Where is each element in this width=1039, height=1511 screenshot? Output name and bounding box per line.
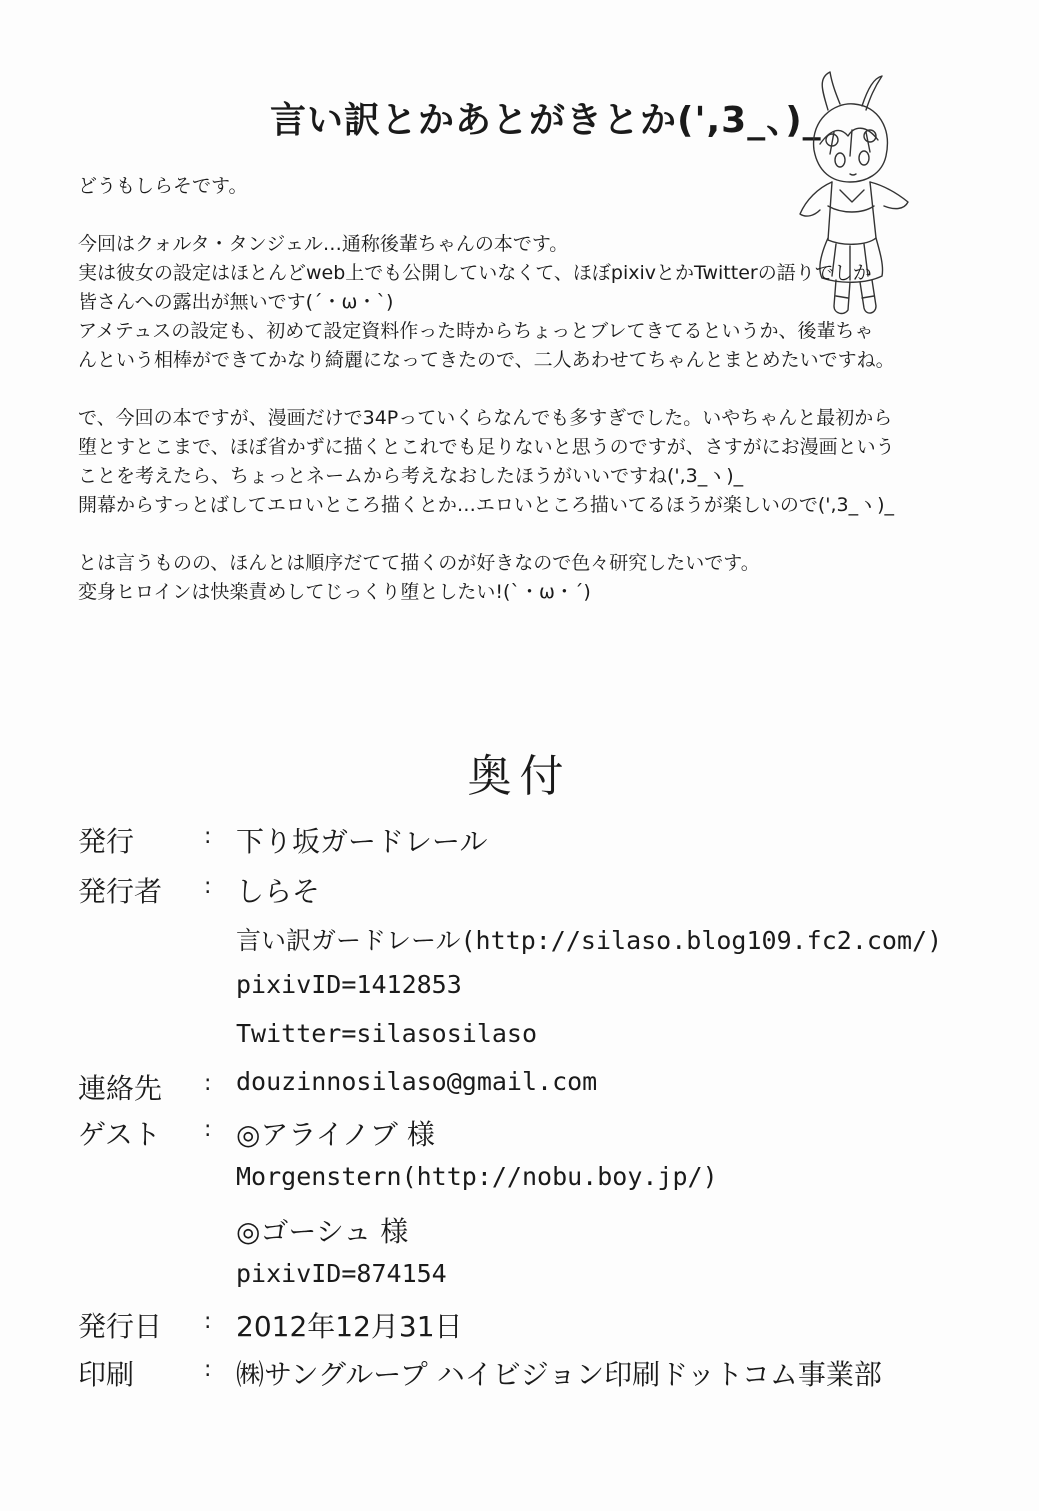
colophon-title: 奥付 [467,751,572,802]
colophon-colon: : [204,1117,212,1142]
afterword-paragraph [78,404,978,520]
colophon-value: ㈱サングループ ハイビジョン印刷ドットコム事業部 [236,1358,882,1391]
colophon-colon: : [204,1357,212,1382]
colophon-value: Morgenstern(http://nobu.boy.jp/) [236,1162,718,1191]
afterword-line: 今回はクォルタ・タンジェル…通称後輩ちゃんの本です。 [78,233,569,255]
colophon-value: Twitter=silasosilaso [236,1019,538,1048]
afterword-paragraph [78,549,978,607]
afterword-paragraph [78,172,978,201]
afterword-line: ことを考えたら、ちょっとネームから考えなおしたほうがいいですね(',3_ヽ)_ [78,465,744,487]
afterword-line: 堕とすとこまで、ほぼ省かずに描くとこれでも足りないと思うのですが、さすがにお漫画という [78,436,895,458]
colophon-value: pixivID=1412853 [236,970,462,999]
afterword-line: どうもしらそです。 [78,175,248,197]
afterword-line: 変身ヒロインは快楽責めしてじっくり堕としたい!(`・ω・´) [78,581,591,603]
colophon-label: 発行者 [78,875,163,908]
colophon-value: ◎ゴーシュ 様 [236,1215,409,1248]
colophon-value: しらそ [236,875,321,908]
afterword-line: で、今回の本ですが、漫画だけで34Pっていくらなんでも多すぎでした。いやちゃんと最初から [78,407,893,429]
colophon-value: 下り坂ガードレール [236,825,488,858]
colophon-label: 印刷 [78,1358,135,1391]
afterword-line: とは言うものの、ほんとは順序だてて描くのが好きなので色々研究したいです。 [78,552,760,574]
colophon-label: 発行日 [78,1310,163,1343]
colophon-label: 発行 [78,825,135,858]
colophon-value: 言い訳ガードレール(http://silaso.blog109.fc2.com/) [236,926,943,955]
afterword-title: 言い訳とかあとがきとか(',3_、)_ [270,100,822,141]
colophon-value: pixivID=874154 [236,1259,447,1288]
afterword-line: アメテュスの設定も、初めて設定資料作った時からちょっとブレてきてるというか、後輩ちゃ [78,320,874,342]
colophon-value: 2012年12月31日 [236,1310,463,1343]
colophon-colon: : [204,1071,212,1096]
afterword-line: 皆さんへの露出が無いです(´・ω・`) [78,291,394,313]
afterword-paragraph [78,230,978,375]
afterword-line: 実は彼女の設定はほとんどweb上でも公開していなくて、ほぼpixivとかTwitterの語りでしか [78,262,872,284]
colophon-value: ◎アライノブ 様 [236,1118,435,1151]
colophon-label: ゲスト [78,1118,161,1151]
colophon-colon: : [204,874,212,899]
afterword-line: んという相棒ができてかなり綺麗になってきたので、二人あわせてちゃんとまとめたいですね。 [78,349,895,371]
afterword-line: 開幕からすっとばしてエロいところ描くとか…エロいところ描いてるほうが楽しいので(',3_ヽ)_ [78,494,895,516]
colophon-colon: : [204,1309,212,1334]
colophon-value: douzinnosilaso@gmail.com [236,1067,598,1096]
colophon-label: 連絡先 [78,1072,163,1105]
colophon-colon: : [204,824,212,849]
afterword-body [78,172,978,636]
